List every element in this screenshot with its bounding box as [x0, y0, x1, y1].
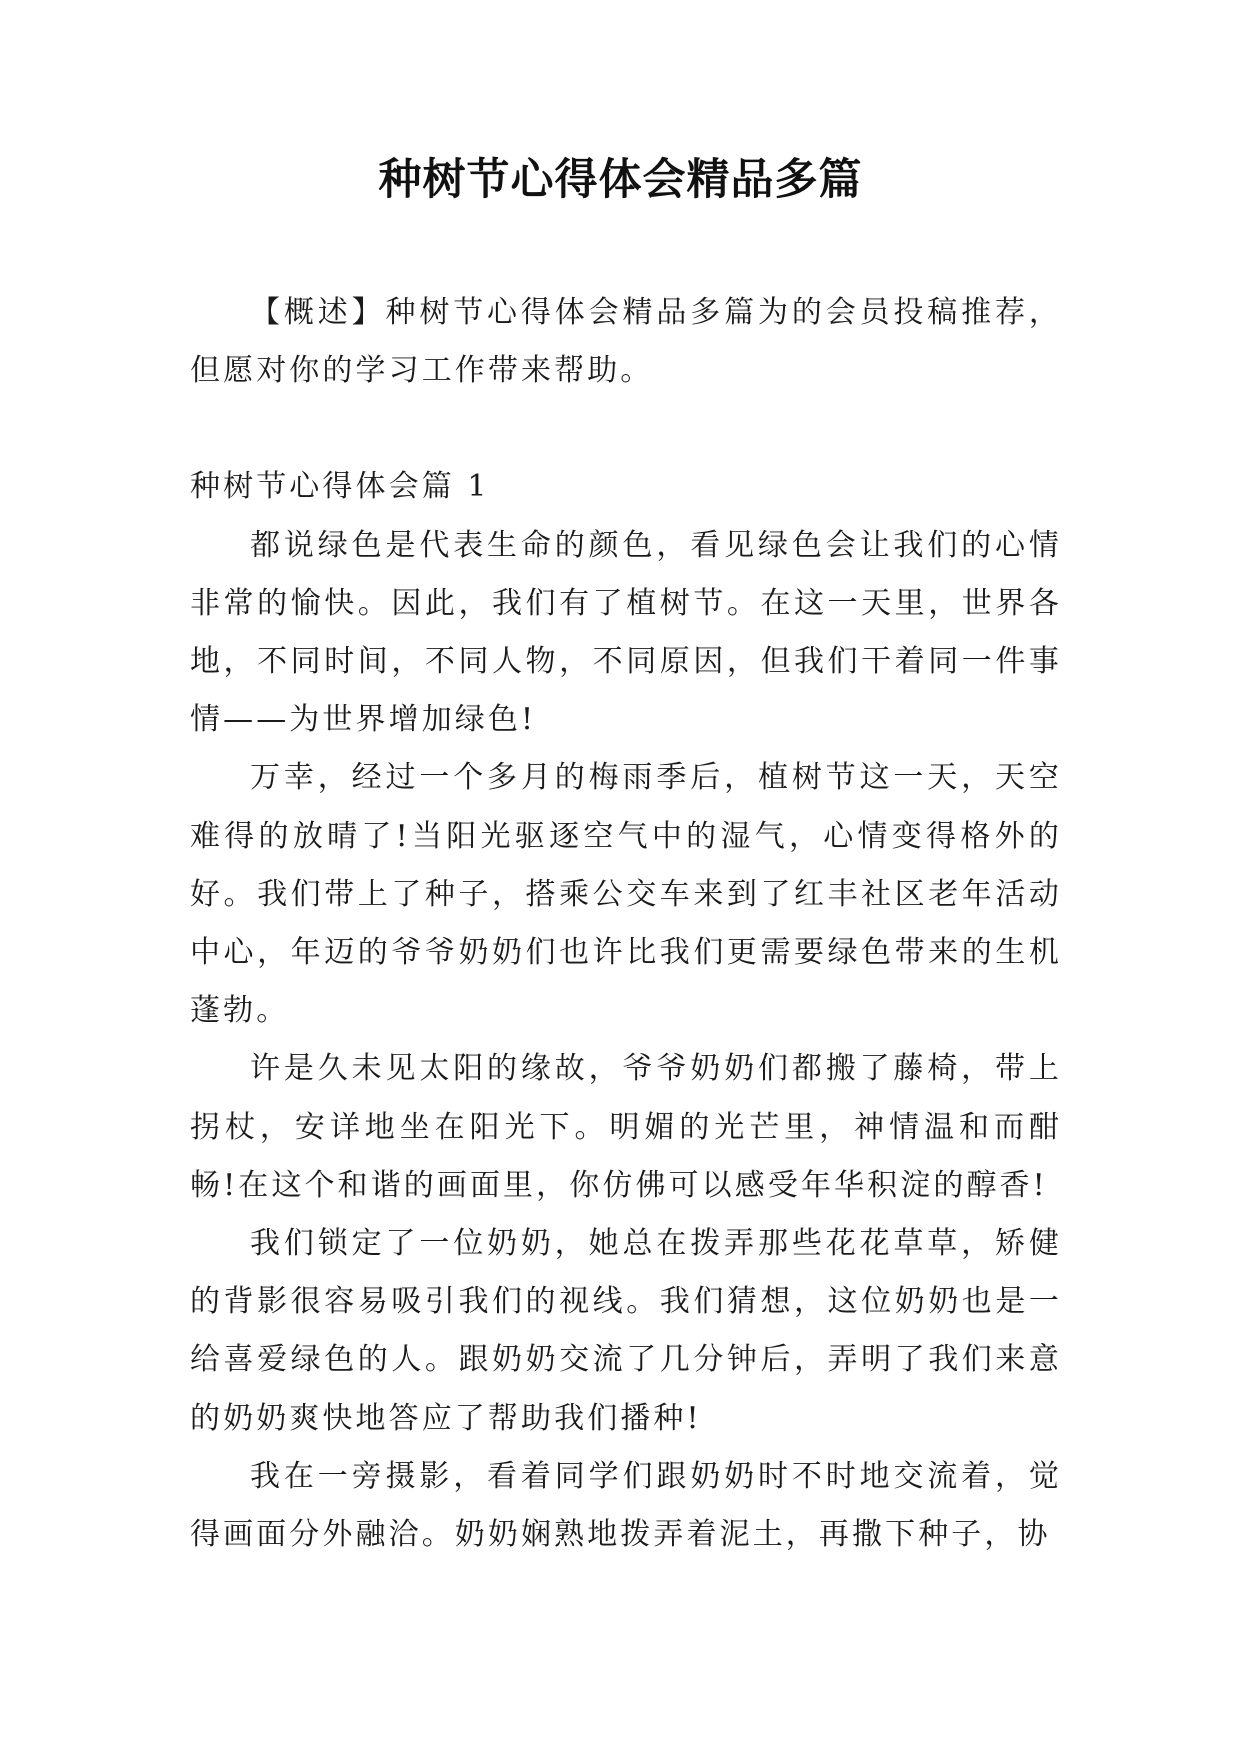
spacer — [190, 400, 1062, 458]
summary-paragraph: 【概述】种树节心得体会精品多篇为的会员投稿推荐，但愿对你的学习工作带来帮助。 — [190, 295, 1062, 389]
document-title: 种树节心得体会精品多篇 — [378, 155, 863, 205]
section-heading: 种树节心得体会篇 1 — [190, 469, 490, 505]
body-paragraph-2: 万幸，经过一个多月的梅雨季后，植树节这一天，天空难得的放晴了!当阳光驱逐空气中的湿气，心情变得格外的好。我们带上了种子，搭乘公交车来到了红丰社区老年活动中心，年迈的爷爷奶奶们也许比我们更需要绿色带来的生机蓬勃。 — [190, 760, 1062, 1029]
body-paragraph-5: 我在一旁摄影，看着同学们跟奶奶时不时地交流着，觉得画面分外融洽。奶奶娴熟地拨弄着泥土，再撒下种子，协 — [190, 1458, 1062, 1553]
body-paragraph-1: 都说绿色是代表生命的颜色，看见绿色会让我们的心情非常的愉快。因此，我们有了植树节。在这一天里，世界各地，不同时间，不同人物，不同原因，但我们干着同一件事情——为世界增加绿色! — [190, 527, 1062, 738]
body-paragraph-3: 许是久未见太阳的缘故，爷爷奶奶们都搬了藤椅，带上拐杖，安详地坐在阳光下。明媚的光芒里，神情温和而酣畅!在这个和谐的画面里，你仿佛可以感受年华积淀的醇香! — [190, 1051, 1062, 1203]
body-paragraph-4: 我们锁定了一位奶奶，她总在拨弄那些花花草草，矫健的背影很容易吸引我们的视线。我们猜想，这位奶奶也是一给喜爱绿色的人。跟奶奶交流了几分钟后，弄明了我们来意的奶奶爽快地答应了帮助我们播种! — [190, 1226, 1062, 1436]
document-body — [190, 284, 1062, 1564]
